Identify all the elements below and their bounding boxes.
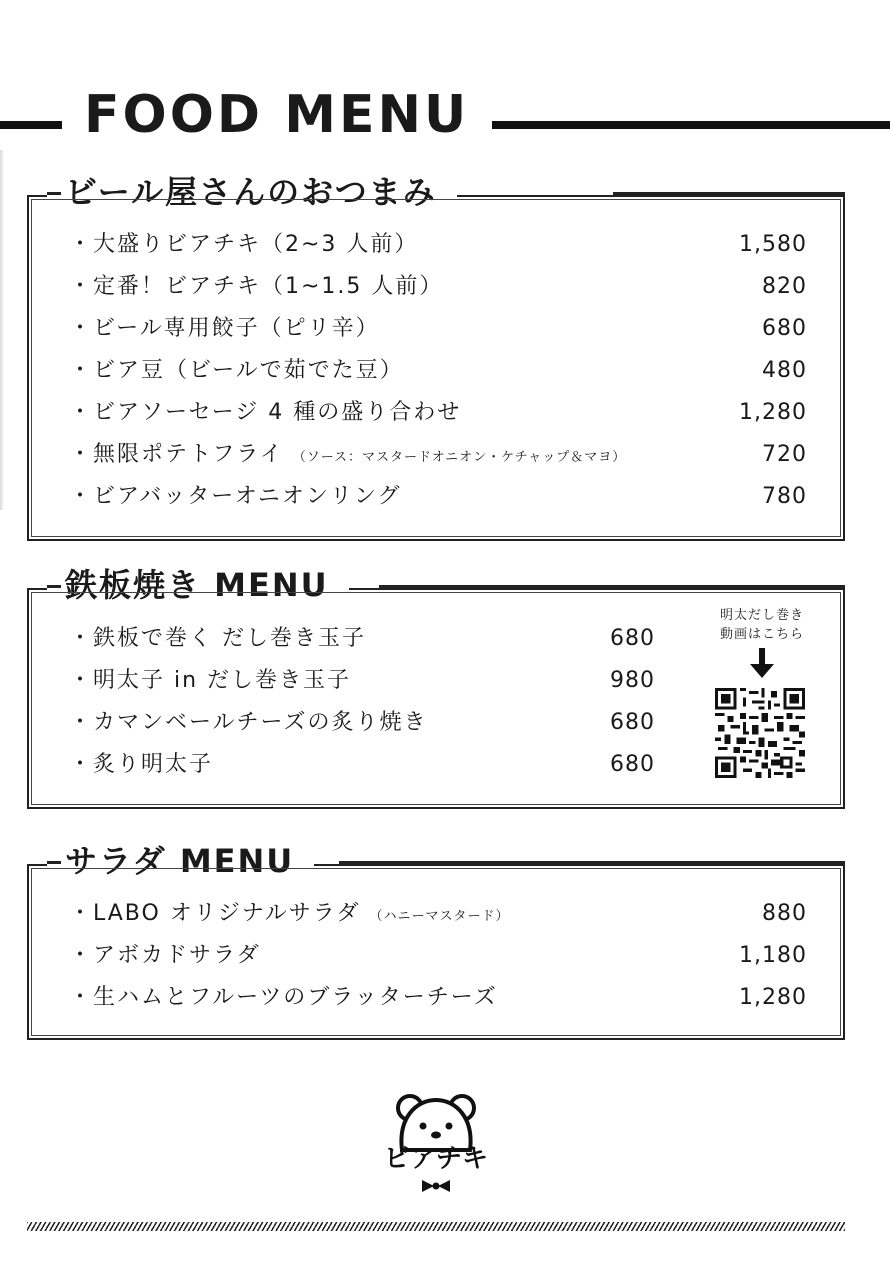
page-title: FOOD MENU bbox=[84, 85, 470, 145]
item-name: ・ビアソーセージ 4 種の盛り合わせ bbox=[69, 400, 462, 425]
qr-code-icon[interactable] bbox=[715, 688, 805, 778]
item-price: 820 bbox=[762, 274, 807, 299]
menu-item bbox=[69, 703, 427, 743]
item-price: 1,180 bbox=[739, 943, 807, 968]
menu-item bbox=[69, 309, 380, 349]
item-price: 680 bbox=[610, 710, 655, 735]
item-price: 680 bbox=[610, 752, 655, 777]
item-name: ・LABO オリジナルサラダ bbox=[69, 901, 361, 926]
section-heading-rule bbox=[379, 585, 845, 588]
item-name: ・ビア豆（ビールで茹でた豆） bbox=[69, 358, 404, 383]
section-otsumami bbox=[27, 173, 845, 541]
item-name: ・ビール専用餃子（ピリ辛） bbox=[69, 316, 380, 341]
section-heading: ビール屋さんのおつまみ bbox=[47, 167, 457, 217]
item-name: ・ビアバッターオニオンリング bbox=[69, 484, 402, 509]
item-name: ・無限ポテトフライ bbox=[69, 442, 284, 467]
qr-caption-line: 動画はこちら bbox=[719, 627, 804, 642]
section-heading-rule bbox=[339, 861, 845, 864]
menu-item bbox=[69, 435, 626, 475]
item-note: （ハニーマスタード） bbox=[369, 909, 510, 924]
item-price: 1,580 bbox=[739, 232, 807, 257]
title-rule-left bbox=[0, 121, 62, 129]
item-price: 1,280 bbox=[739, 400, 807, 425]
item-name: ・明太子 in だし巻き玉子 bbox=[69, 668, 352, 693]
item-price: 1,280 bbox=[739, 985, 807, 1010]
menu-item bbox=[69, 225, 418, 265]
section-heading-rule bbox=[613, 192, 845, 195]
item-price: 980 bbox=[610, 668, 655, 693]
page-edge-shadow bbox=[0, 150, 4, 510]
title-rule-right bbox=[492, 121, 890, 129]
item-price: 720 bbox=[762, 442, 807, 467]
menu-item bbox=[69, 894, 510, 934]
qr-caption-line: 明太だし巻き bbox=[719, 608, 804, 623]
item-price: 480 bbox=[762, 358, 807, 383]
item-name: ・大盛りビアチキ（2~3 人前） bbox=[69, 232, 419, 257]
menu-item bbox=[69, 267, 443, 307]
menu-item bbox=[69, 351, 404, 391]
item-note: （ソース：マスタードオニオン・ケチャップ＆マヨ） bbox=[292, 450, 627, 465]
item-name: ・生ハムとフルーツのブラッターチーズ bbox=[69, 985, 498, 1010]
menu-item bbox=[69, 619, 366, 659]
item-name: ・アボカドサラダ bbox=[69, 943, 261, 968]
item-price: 780 bbox=[762, 484, 807, 509]
section-salad bbox=[27, 842, 845, 1040]
item-name: ・カマンベールチーズの炙り焼き bbox=[69, 710, 428, 735]
item-name: ・炙り明太子 bbox=[69, 752, 214, 777]
item-price: 680 bbox=[762, 316, 807, 341]
menu-item bbox=[69, 393, 461, 433]
section-heading: サラダ MENU bbox=[47, 836, 314, 886]
item-name: ・鉄板で巻く だし巻き玉子 bbox=[69, 626, 366, 651]
menu-item bbox=[69, 745, 213, 785]
menu-item bbox=[69, 978, 498, 1018]
section-teppan bbox=[27, 566, 845, 809]
item-name: ・定番！ビアチキ（1~1.5 人前） bbox=[69, 274, 444, 299]
item-price: 880 bbox=[762, 901, 807, 926]
footer-hatch-divider bbox=[27, 1222, 845, 1231]
logo-text: ビアチキ bbox=[383, 1144, 488, 1174]
qr-caption bbox=[697, 606, 827, 644]
menu-item bbox=[69, 936, 261, 976]
menu-item bbox=[69, 477, 401, 517]
item-price: 680 bbox=[610, 626, 655, 651]
section-heading: 鉄板焼き MENU bbox=[47, 560, 349, 610]
arrow-down-icon bbox=[748, 648, 776, 680]
menu-item bbox=[69, 661, 351, 701]
